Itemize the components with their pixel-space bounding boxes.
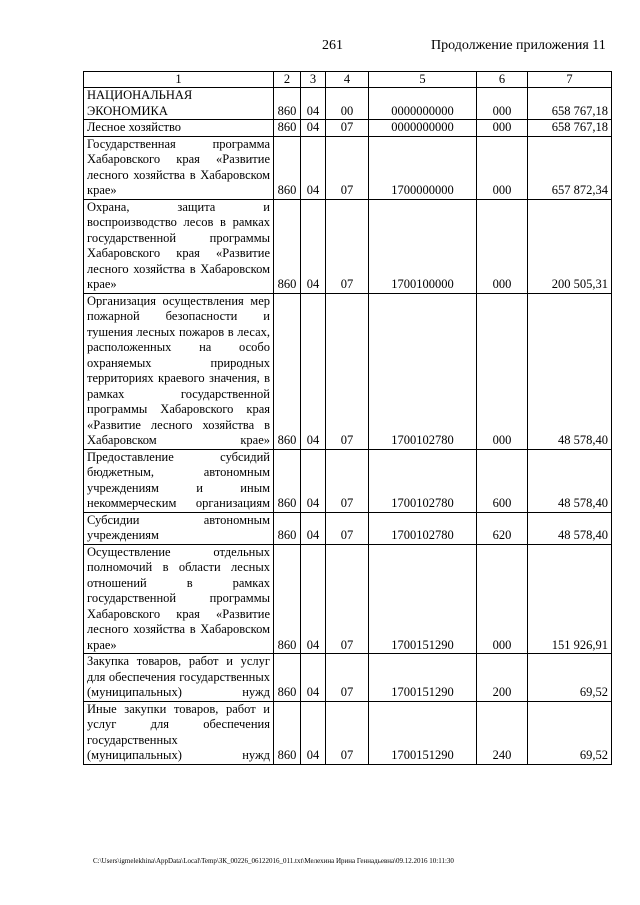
cell-admin-code: 860 <box>274 199 301 293</box>
row-name <box>84 293 274 449</box>
cell-subsection: 00 <box>326 88 369 120</box>
table-row <box>84 654 612 702</box>
cell-section: 04 <box>301 701 326 764</box>
cell-amount: 200 505,31 <box>528 199 612 293</box>
row-name-text: НАЦИОНАЛЬНАЯ ЭКОНОМИКА <box>87 88 193 118</box>
table-row <box>84 136 612 199</box>
row-name <box>84 120 274 137</box>
cell-amount: 48 578,40 <box>528 512 612 544</box>
cell-target-item: 1700100000 <box>369 199 477 293</box>
cell-admin-code: 860 <box>274 654 301 702</box>
appendix-note: Продолжение приложения 11 <box>431 38 606 53</box>
row-name-text: Государственная программа Хабаровского края «Развитие лесного хозяйства в Хабаровском крае» <box>87 136 270 197</box>
column-header: 5 <box>369 72 477 88</box>
budget-table <box>83 71 612 765</box>
cell-amount: 48 578,40 <box>528 293 612 449</box>
cell-subsection: 07 <box>326 654 369 702</box>
cell-amount: 151 926,91 <box>528 544 612 654</box>
row-name <box>84 544 274 654</box>
cell-amount: 657 872,34 <box>528 136 612 199</box>
cell-subsection: 07 <box>326 544 369 654</box>
cell-target-item: 0000000000 <box>369 120 477 137</box>
cell-admin-code: 860 <box>274 449 301 512</box>
table-row <box>84 701 612 764</box>
row-name-text: Субсидии автономным учреждениям <box>87 512 270 542</box>
page-number: 261 <box>322 38 343 53</box>
cell-section: 04 <box>301 120 326 137</box>
cell-target-item: 0000000000 <box>369 88 477 120</box>
cell-section: 04 <box>301 654 326 702</box>
cell-admin-code: 860 <box>274 88 301 120</box>
cell-subsection: 07 <box>326 136 369 199</box>
column-header: 1 <box>84 72 274 88</box>
cell-subsection: 07 <box>326 449 369 512</box>
cell-amount: 69,52 <box>528 701 612 764</box>
table-row <box>84 120 612 137</box>
row-name-text: Организация осуществления мер пожарной безопасности и тушения лесных пожаров в лесах, расположенных на особо охраняемых природных территориях краевого значения, в рамках государственной программы Хабаровского края «Развитие лесного хозяйства в Хабаровском крае» <box>87 293 270 447</box>
cell-target-item: 1700000000 <box>369 136 477 199</box>
column-header: 7 <box>528 72 612 88</box>
row-name <box>84 136 274 199</box>
cell-target-item: 1700151290 <box>369 654 477 702</box>
table-row <box>84 512 612 544</box>
cell-admin-code: 860 <box>274 293 301 449</box>
row-name-text: Предоставление субсидий бюджетным, автономным учреждениям и иным некоммерческим организациям <box>87 449 270 510</box>
table-row <box>84 199 612 293</box>
cell-target-item: 1700102780 <box>369 449 477 512</box>
cell-amount: 658 767,18 <box>528 120 612 137</box>
column-header: 4 <box>326 72 369 88</box>
cell-expense-type: 240 <box>477 701 528 764</box>
cell-expense-type: 600 <box>477 449 528 512</box>
cell-expense-type: 000 <box>477 544 528 654</box>
cell-subsection: 07 <box>326 199 369 293</box>
cell-admin-code: 860 <box>274 136 301 199</box>
cell-target-item: 1700102780 <box>369 293 477 449</box>
table-row <box>84 449 612 512</box>
cell-amount: 69,52 <box>528 654 612 702</box>
column-header: 6 <box>477 72 528 88</box>
row-name <box>84 701 274 764</box>
table-row <box>84 544 612 654</box>
table-row <box>84 88 612 120</box>
row-name-text: Охрана, защита и воспроизводство лесов в рамках государственной программы Хабаровского края «Развитие лесного хозяйства в Хабаровском крае» <box>87 199 270 291</box>
cell-section: 04 <box>301 544 326 654</box>
cell-amount: 658 767,18 <box>528 88 612 120</box>
cell-section: 04 <box>301 512 326 544</box>
cell-target-item: 1700102780 <box>369 512 477 544</box>
table-row <box>84 293 612 449</box>
row-name <box>84 512 274 544</box>
row-name-text: Лесное хозяйство <box>87 120 182 134</box>
cell-subsection: 07 <box>326 120 369 137</box>
column-header: 3 <box>301 72 326 88</box>
cell-expense-type: 000 <box>477 120 528 137</box>
cell-section: 04 <box>301 88 326 120</box>
row-name <box>84 654 274 702</box>
row-name-text: Осуществление отдельных полномочий в области лесных отношений в рамках государственной программы Хабаровского края «Развитие лесного хозяйства в Хабаровском крае» <box>87 544 270 652</box>
cell-subsection: 07 <box>326 701 369 764</box>
row-name-text: Закупка товаров, работ и услуг для обеспечения государственных (муниципальных) нужд <box>87 654 270 699</box>
cell-section: 04 <box>301 136 326 199</box>
cell-target-item: 1700151290 <box>369 701 477 764</box>
cell-target-item: 1700151290 <box>369 544 477 654</box>
column-header: 2 <box>274 72 301 88</box>
cell-expense-type: 000 <box>477 293 528 449</box>
cell-expense-type: 000 <box>477 88 528 120</box>
cell-admin-code: 860 <box>274 544 301 654</box>
cell-admin-code: 860 <box>274 512 301 544</box>
cell-section: 04 <box>301 199 326 293</box>
table-header-row <box>84 72 612 88</box>
cell-admin-code: 860 <box>274 120 301 137</box>
row-name-text: Иные закупки товаров, работ и услуг для обеспечения государственных (муниципальных) нужд <box>87 701 270 762</box>
cell-amount: 48 578,40 <box>528 449 612 512</box>
cell-expense-type: 000 <box>477 199 528 293</box>
cell-subsection: 07 <box>326 512 369 544</box>
cell-section: 04 <box>301 293 326 449</box>
cell-admin-code: 860 <box>274 701 301 764</box>
row-name <box>84 449 274 512</box>
row-name <box>84 88 274 120</box>
cell-subsection: 07 <box>326 293 369 449</box>
cell-expense-type: 000 <box>477 136 528 199</box>
cell-section: 04 <box>301 449 326 512</box>
cell-expense-type: 200 <box>477 654 528 702</box>
cell-expense-type: 620 <box>477 512 528 544</box>
row-name <box>84 199 274 293</box>
file-path-footer: C:\Users\igmelekhina\AppData\Local\Temp\ЗК_00226_06122016_011.txt\Мелехина Ирина Геннадьевна\09.12.2016 10:11:30 <box>93 857 454 865</box>
